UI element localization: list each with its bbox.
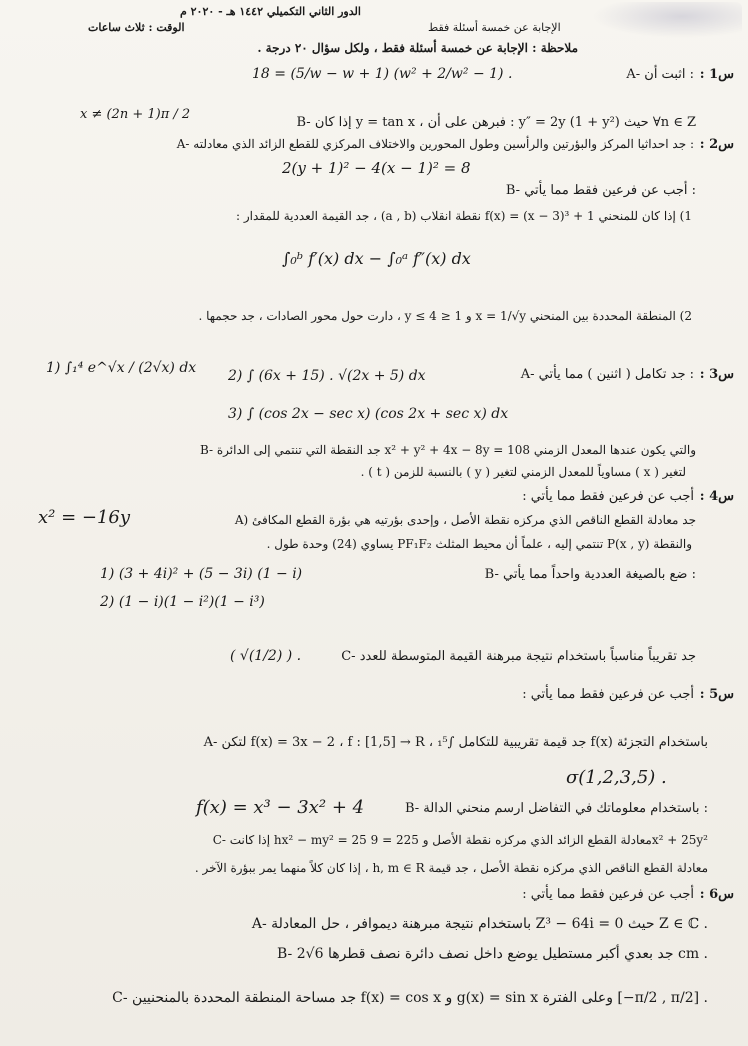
q3-label: س3 : [699,367,734,382]
q6-intro: أجب عن فرعين فقط مما يأتي : [522,887,694,902]
exam-time: الوقت : ثلاث ساعات [88,21,185,34]
q4-a-math: x² = −16y [38,507,131,528]
q3-b-text: B- جد النقطة التي تنتمي إلى الدائرة x² + y² + 4x − 8y = 108 والتي يكون عندها المعدل الزمني [199,443,696,457]
q1-label: س1 : [699,67,734,82]
q2-b1-math: ∫₀ᵇ f′(x) dx − ∫₀ᵃ f″(x) dx [282,249,471,268]
q2-b1-text: 1) إذا كان للمنحني f(x) = (x − 3)³ + 1 نقطة انقلاب (a , b) ، جد القيمة العددية للمقدار : [236,209,692,223]
q4-b2-math: 2) (1 − i)(1 − i²)(1 − i³) [100,594,265,610]
q5-intro: أجب عن فرعين فقط مما يأتي : [522,687,694,702]
q2-b2-text: 2) المنطقة المحددة بين المنحني x = 1/√y و 1 ≤ y ≤ 4 ، دارت حول محور الصادات ، جد حجمها . [198,309,692,323]
q4-intro: أجب عن فرعين فقط مما يأتي : [522,489,694,504]
q5-c-text: C- إذا كانت hx² − my² = 25 معادلة القطع الزائد الذي مركزه نقطة الأصل و 225 = 9x² + 25y² [212,833,708,847]
q3-a3-math: 3) ∫ (cos 2x − sec x) (cos 2x + sec x) dx [228,406,509,422]
q3-a-text: A- جد تكامل ( اثنين ) مما يأتي : [520,367,694,382]
q3-a2-math: 2) ∫ (6x + 15) . √(2x + 5) dx [228,368,426,384]
exam-round: الدور الثاني التكميلي ١٤٤٢ هـ - ٢٠٢٠ م [180,5,361,18]
q6-b-text: B- جد بعدي أكبر مستطيل يوضع داخل نصف دائرة نصف قطرها 6√2 cm . [277,946,708,962]
q5-c-text2: معادلة القطع الناقص الذي مركزه نقطة الأصل ، جد قيمة h, m ∈ R ، إذا كان كلاً منهما يمر ببؤرة الآخر . [194,861,708,875]
q6-a-text: A- باستخدام نتيجة مبرهنة ديموافر ، حل المعادلة Z³ − 64i = 0 حيث Z ∈ ℂ . [251,916,708,932]
q4-a-text: A) جد معادلة القطع الناقص الذي مركزه نقطة الأصل ، وإحدى بؤرتيه هي بؤرة القطع المكافئ [234,513,696,527]
q3-a1-math: 1) ∫₁⁴ e^√x / (2√x) dx [46,360,197,376]
q4-b-text: B- ضع بالصيغة العددية واحداً مما يأتي : [484,567,696,582]
q1-b-text: B- إذا كان y = tan x ، فبرهن على أن : y″ = 2y (1 + y²) حيث ∀n ∈ Z [296,115,696,130]
q5-label: س5 : [699,687,734,702]
q5-a-math: σ(1,2,3,5) . [566,767,667,788]
q4-c-text: C- جد تقريباً مناسباً باستخدام نتيجة مبرهنة القيمة المتوسطة للعدد [341,649,696,664]
q4-label: س4 : [699,489,734,504]
q5-a-text: A- لتكن f(x) = 3x − 2 ، f : [1,5] → R ، جد قيمة تقريبية للتكامل ∫₁⁵ f(x) باستخدام التجزئة [203,735,708,750]
stamp-text: الإجابة عن خمسة أسئلة فقط [428,21,561,34]
q2-a-math: 2(y + 1)² − 4(x − 1)² = 8 [282,159,471,177]
exam-instruction: ملاحظة : الإجابة عن خمسة أسئلة فقط ، ولكل سؤال ٢٠ درجة . [257,41,578,55]
q2-a-text: A- جد احداثيا المركز والبؤرتين والرأسين وطول المحورين والاختلاف المركزي للقطع الزائد الذي معادلته : [176,137,694,151]
q6-label: س6 : [699,887,734,902]
q4-b1-math: 1) (3 + 4i)² + (5 − 3i) (1 − i) [100,566,303,582]
q5-b-math: f(x) = x³ − 3x² + 4 [196,797,365,818]
q6-c-text: C- جد مساحة المنطقة المحددة بالمنحنيين f(x) = cos x و g(x) = sin x وعلى الفترة [−π/2 , π/2] . [112,990,708,1006]
q4-c-math: ( √(1/2) ) . [230,648,302,664]
q2-label: س2 : [699,137,734,152]
q4-a-text2: والنقطة P(x , y) تنتمي إليه ، علماً أن محيط المثلث PF₁F₂ يساوي (24) وحدة طول . [266,537,692,551]
q1-a-math: 18 = (5/w − w + 1) (w² + 2/w² − 1) . [252,66,513,82]
q1-a-text: A- اثبت أن : [626,67,694,82]
q1-b-math: x ≠ (2n + 1)π / 2 [80,107,191,122]
q2-b-text: B- أجب عن فرعين فقط مما يأتي : [505,183,696,198]
q5-b-text: B- باستخدام معلوماتك في التفاضل ارسم منحني الدالة : [404,801,708,816]
ministry-stamp [592,2,742,38]
q3-b-text2: لتغير ( x ) مساوياً للمعدل الزمني لتغير ( y ) بالنسبة للزمن ( t ) . [360,465,686,479]
